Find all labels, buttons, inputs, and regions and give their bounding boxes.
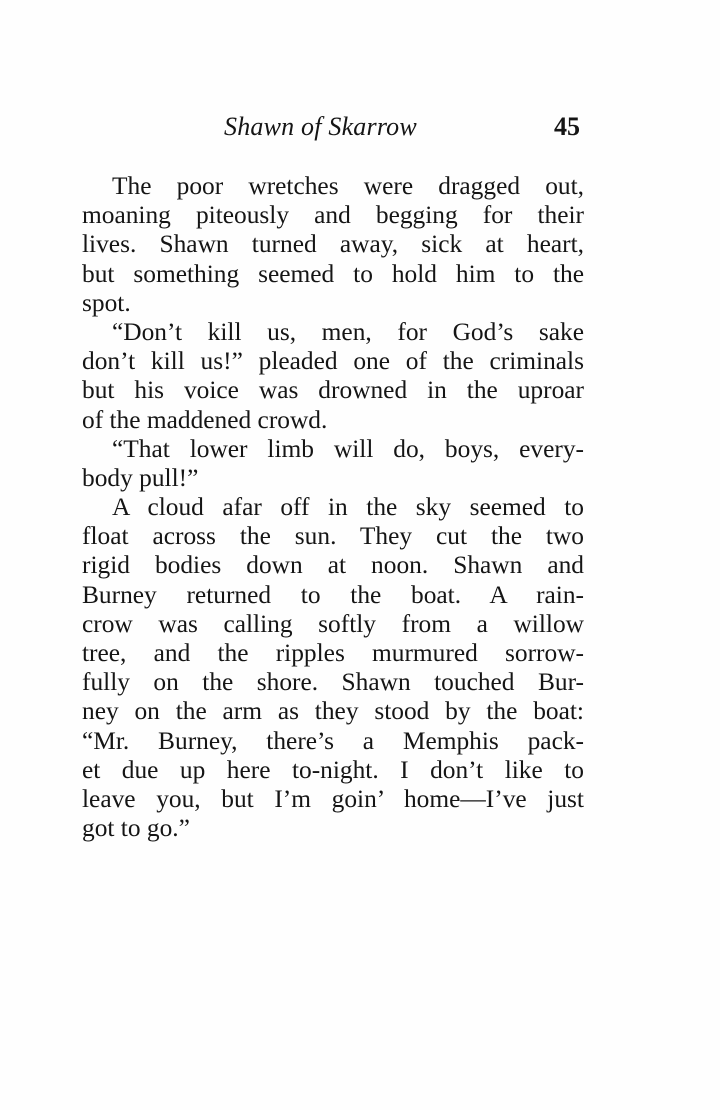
- text-line: lives. Shawn turned away, sick at heart,: [82, 230, 584, 259]
- text-line: fully on the shore. Shawn touched Bur-: [82, 668, 584, 697]
- text-line: got to go.”: [82, 814, 190, 843]
- text-line: A cloud afar off in the sky seemed to: [112, 493, 584, 522]
- text-line: body pull!”: [82, 463, 199, 492]
- text-line: ney on the arm as they stood by the boat:: [82, 697, 584, 726]
- text-line: The poor wretches were dragged out,: [112, 172, 584, 200]
- text-line: et due up here to-night. I don’t like to: [82, 755, 584, 784]
- running-header: [82, 112, 582, 148]
- text-line: moaning piteously and begging for their: [82, 201, 584, 230]
- text-line: leave you, but I’m goin’ home—I’ve just: [82, 784, 584, 813]
- running-title: Shawn of Skarrow: [224, 112, 417, 141]
- text-line: of the maddened crowd.: [82, 405, 328, 434]
- text-line: “That lower limb will do, boys, every-: [112, 434, 584, 463]
- text-line: Burney returned to the boat. A rain-: [82, 580, 584, 609]
- text-line: float across the sun. They cut the two: [82, 522, 584, 551]
- text-line: but something seemed to hold him to the: [82, 259, 584, 288]
- text-line: crow was calling softly from a willow: [82, 609, 584, 638]
- text-line: spot.: [82, 288, 131, 317]
- text-line: tree, and the ripples murmured sorrow-: [82, 639, 584, 667]
- text-line: rigid bodies down at noon. Shawn and: [82, 551, 584, 580]
- text-line: “Mr. Burney, there’s a Memphis pack-: [82, 726, 584, 755]
- text-line: don’t kill us!” pleaded one of the criminals: [82, 347, 584, 376]
- body-text: [82, 172, 584, 843]
- text-line: “Don’t kill us, men, for God’s sake: [112, 317, 584, 346]
- text-line: but his voice was drowned in the uproar: [82, 376, 584, 405]
- page-number: 45: [554, 112, 580, 141]
